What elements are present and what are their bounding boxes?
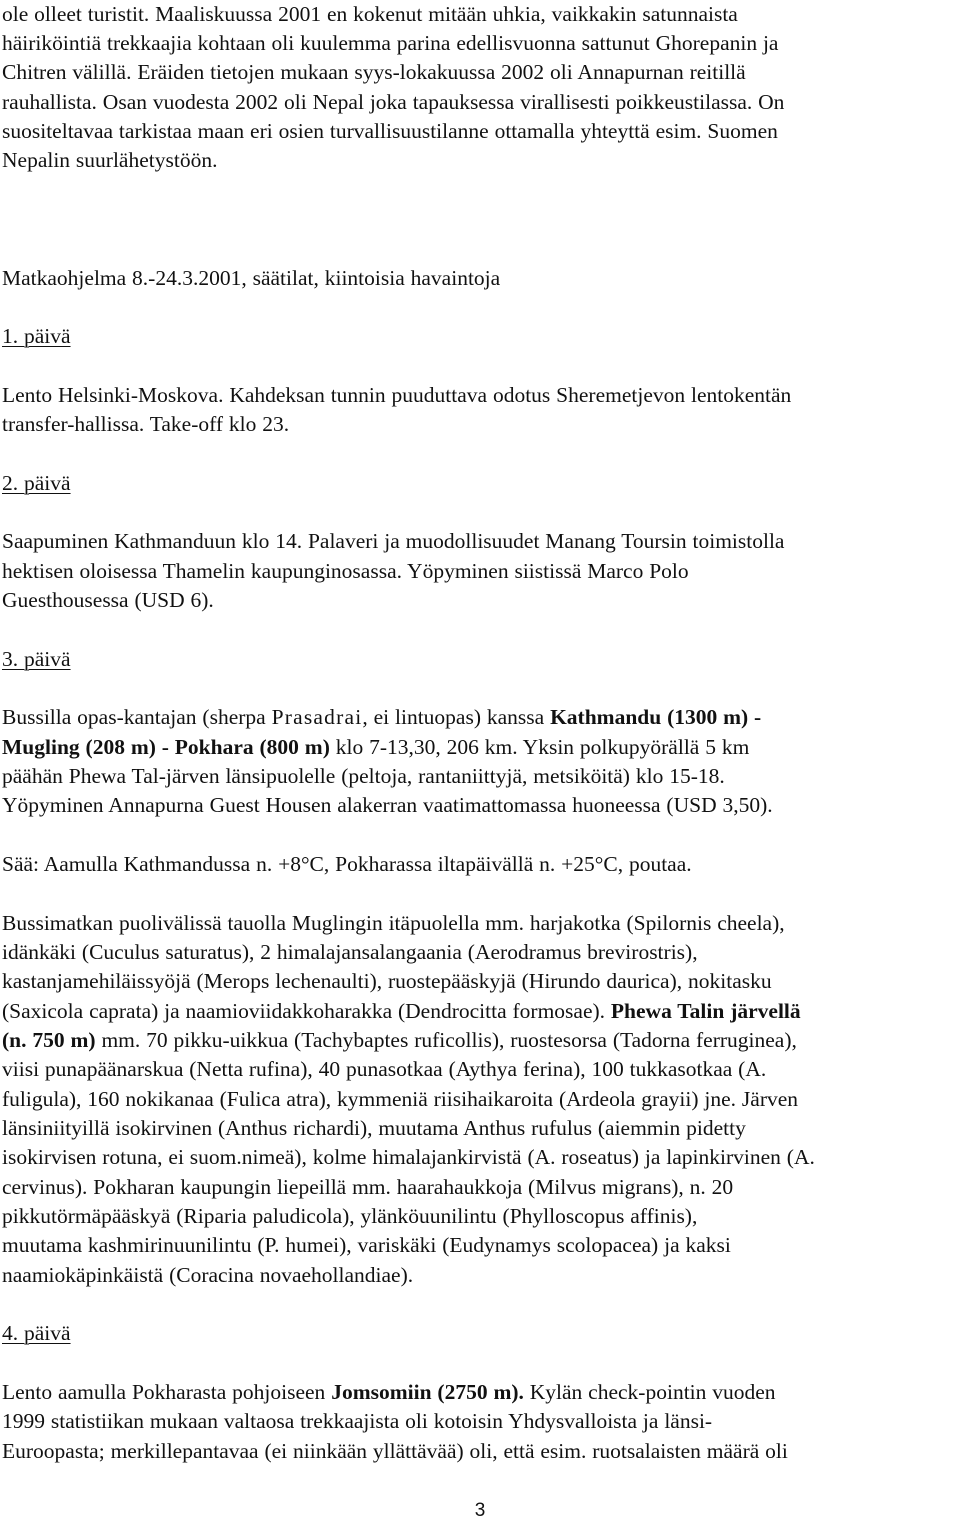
text-line: Nepalin suurlähetystöön. — [2, 148, 218, 172]
text-line: Euroopasta; merkillepantavaa (ei niinkään yllättävää) oli, että esim. ruotsalaisten määrä oli — [2, 1439, 788, 1463]
text-line: Lento Helsinki-Moskova. Kahdeksan tunnin puuduttava odotus Sheremetjevon lentokentän — [2, 383, 792, 407]
text-line: hektisen oloisessa Thamelin kaupunginosassa. Yöpyminen siistissä Marco Polo — [2, 559, 689, 583]
text-line: Bussilla opas-kantajan (sherpa Prasadrai, ei lintuopas) kanssa Kathmandu (1300 m) - — [2, 705, 762, 729]
text-line: Bussimatkan puolivälissä tauolla Muglingin itäpuolella mm. harjakotka (Spilornis cheela), — [2, 911, 785, 935]
text-line: päähän Phewa Tal-järven länsipuolelle (peltoja, rantaniittyjä, metsiköitä) klo 15-18. — [2, 764, 725, 788]
text-line: Guesthousessa (USD 6). — [2, 588, 214, 612]
text-line: (n. 750 m) mm. 70 pikku-uikkua (Tachybaptes ruficollis), ruostesorsa (Tadorna ferruginea), — [2, 1028, 797, 1052]
text-line: rauhallista. Osan vuodesta 2002 oli Nepal joka tapauksessa virallisesti poikkeustilassa. On — [2, 90, 785, 114]
day-heading: 2. päivä — [2, 471, 71, 495]
page-number: 3 — [474, 1500, 486, 1521]
text-line: 1999 statistiikan mukaan valtaosa trekkaajista oli kotoisin Yhdysvalloista ja länsi- — [2, 1409, 713, 1433]
text-line: Yöpyminen Annapurna Guest Housen alakerran vaatimattomassa huoneessa (USD 3,50). — [2, 793, 773, 817]
text-line: länsiniityillä isokirvinen (Anthus richardi), muutama Anthus rufulus (aiemmin pidetty — [2, 1116, 746, 1140]
text-line: (Saxicola caprata) ja naamioviidakkoharakka (Dendrocitta formosae). Phewa Talin järvellä — [2, 999, 801, 1023]
text-line: kastanjamehiläissyöjä (Merops lechenaulti), ruostepääskyjä (Hirundo daurica), nokitasku — [2, 969, 772, 993]
text-line: isokirvisen rotuna, ei suom.nimeä), kolme himalajankirvistä (A. roseatus) ja lapinkirvinen (A. — [2, 1145, 815, 1169]
text-line: cervinus). Pokharan kaupungin liepeillä mm. haarahaukkoja (Milvus migrans), n. 20 — [2, 1175, 734, 1199]
text-line: häiriköintiä trekkaajia kohtaan oli kuulemma parina edellisvuonna sattunut Ghorepanin ja — [2, 31, 779, 55]
day-heading: 1. päivä — [2, 324, 71, 348]
text-line: Lento aamulla Pokharasta pohjoiseen Jomsomiin (2750 m). Kylän check-pointin vuoden — [2, 1380, 776, 1404]
text-line: transfer-hallissa. Take-off klo 23. — [2, 412, 290, 436]
text-line: Chitren välillä. Eräiden tietojen mukaan syys-lokakuussa 2002 oli Annapurnan reitillä — [2, 60, 746, 84]
text-line: ole olleet turistit. Maaliskuussa 2001 en kokenut mitään uhkia, vaikkakin satunnaista — [2, 2, 738, 26]
text-line: suositeltavaa tarkistaa maan eri osien turvallisuustilanne ottamalla yhteyttä esim. Suomen — [2, 119, 778, 143]
text-line: Saapuminen Kathmanduun klo 14. Palaveri ja muodollisuudet Manang Toursin toimistolla — [2, 529, 785, 553]
text-line: fuligula), 160 nokikanaa (Fulica atra), kymmeniä riisihaikaroita (Ardeola grayii) jne. Järven — [2, 1087, 799, 1111]
text-line: Mugling (208 m) - Pokhara (800 m) klo 7-13,30, 206 km. Yksin polkupyörällä 5 km — [2, 735, 750, 759]
weather-line: Sää: Aamulla Kathmandussa n. +8°C, Pokharassa iltapäivällä n. +25°C, poutaa. — [2, 852, 692, 876]
section-heading: Matkaohjelma 8.-24.3.2001, säätilat, kiintoisia havaintoja — [2, 266, 501, 290]
text-line: idänkäki (Cuculus saturatus), 2 himalajansalangaania (Aerodramus brevirostris), — [2, 940, 698, 964]
text-line: viisi punapäänarskua (Netta rufina), 40 punasotkaa (Aythya ferina), 100 tukkasotkaa (A. — [2, 1057, 767, 1081]
text-line: pikkutörmäpääskyä (Riparia paludicola), ylänköuunilintu (Phylloscopus affinis), — [2, 1204, 698, 1228]
day-heading: 3. päivä — [2, 647, 71, 671]
text-line: muutama kashmirinuunilintu (P. humei), variskäki (Eudynamys scolopacea) ja kaksi — [2, 1233, 731, 1257]
day-heading: 4. päivä — [2, 1321, 71, 1345]
text-line: naamiokäpinkäistä (Coracina novaehollandiae). — [2, 1263, 414, 1287]
